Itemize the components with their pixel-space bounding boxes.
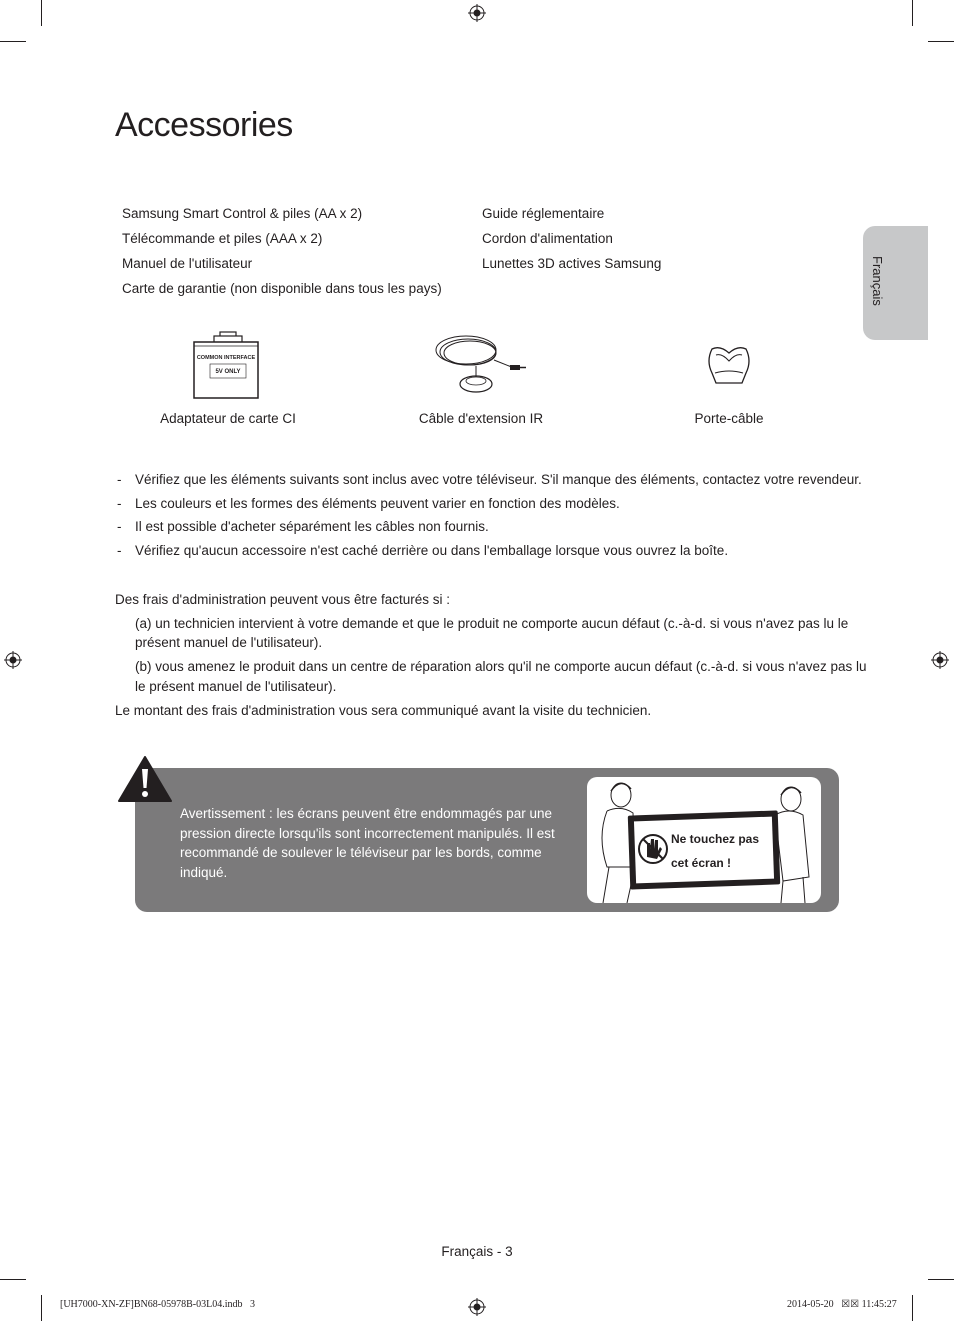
- notes-list: [115, 470, 862, 565]
- print-slug-right: 2014-05-20 ☒☒ 11:45:27: [787, 1299, 897, 1310]
- language-side-tab-label: Français: [870, 256, 885, 306]
- warning-text: [180, 804, 560, 882]
- crop-mark: [41, 0, 42, 26]
- fees-item-a-line2: présent manuel de l'utilisateur).: [135, 635, 323, 650]
- ci-adapter-label-2: 5V ONLY: [215, 369, 241, 375]
- cable-holder-icon: [704, 343, 754, 387]
- list-item: Cordon d'alimentation: [482, 231, 613, 246]
- crop-mark: [41, 1295, 42, 1321]
- list-item: Samsung Smart Control & piles (AA x 2): [122, 206, 363, 221]
- fees-item-b-line2: le présent manuel de l'utilisateur).: [135, 679, 337, 694]
- fees-item-a-line1: (a) un technicien intervient à votre demande et que le produit ne comporte aucun défaut (c.-à-d. si vous n'avez pas lu le: [135, 616, 849, 631]
- crop-mark: [0, 1279, 26, 1280]
- tv-handling-illustration: [587, 777, 821, 903]
- crop-mark: [912, 1295, 913, 1321]
- note-item: - Vérifiez que les éléments suivants sont inclus avec votre téléviseur. S'il manque des éléments, contactez votre revendeur.: [117, 472, 862, 487]
- print-slug-left: [UH7000-XN-ZF]BN68-05978B-03L04.indb 3: [60, 1299, 255, 1310]
- note-item: - Il est possible d'acheter séparément les câbles non fournis.: [117, 519, 489, 535]
- tv-screen-line1: Ne touchez pas: [671, 832, 760, 846]
- ci-adapter-label-1: COMMON INTERFACE: [196, 355, 256, 361]
- accessories-list-right: [482, 201, 661, 276]
- note-item: - Vérifiez qu'aucun accessoire n'est caché derrière ou dans l'emballage lorsque vous ouvrez la boîte.: [117, 543, 729, 559]
- list-item: Manuel de l'utilisateur: [122, 256, 253, 271]
- tv-screen-line2: cet écran !: [671, 856, 732, 870]
- registration-mark-icon: [931, 651, 949, 669]
- registration-mark-icon: [4, 651, 22, 669]
- crop-mark: [912, 0, 913, 26]
- ci-card-adapter-icon: [190, 330, 262, 402]
- ci-adapter-caption: Adaptateur de carte CI: [160, 411, 296, 426]
- crop-mark: [928, 1279, 954, 1280]
- people-holding-tv-icon: [587, 777, 821, 903]
- cable-holder-caption: Porte-câble: [694, 411, 764, 426]
- list-item: Guide réglementaire: [482, 206, 605, 221]
- note-item: - Les couleurs et les formes des éléments peuvent varier en fonction des modèles.: [117, 495, 620, 511]
- page-title: Accessories: [115, 106, 293, 144]
- warning-triangle-icon: [117, 755, 173, 803]
- ir-extension-cable-icon: [432, 330, 528, 400]
- crop-mark: [0, 41, 26, 42]
- list-item: Télécommande et piles (AAA x 2): [122, 231, 323, 246]
- crop-mark: [928, 41, 954, 42]
- registration-mark-icon: [468, 1298, 486, 1316]
- fees-outro: Le montant des frais d'administration vous sera communiqué avant la visite du technicien.: [115, 703, 652, 718]
- list-item: Lunettes 3D actives Samsung: [482, 256, 662, 271]
- warning-label: Avertissement: [180, 806, 266, 821]
- fees-intro: Des frais d'administration peuvent vous être facturés si :: [115, 592, 450, 607]
- warning-body: : les écrans peuvent être endommagés par une pression directe lorsqu'ils sont incorrectement manipulés. Il est recommandé de soulever le téléviseur par les bords, comme indiqué.: [180, 806, 555, 880]
- fees-item-b-line1: (b) vous amenez le produit dans un centre de réparation alors qu'il ne comporte aucun défaut (c.-à-d. si vous n'avez pas lu: [135, 659, 867, 674]
- ir-cable-caption: Câble d'extension IR: [418, 411, 544, 426]
- language-side-tab: [863, 226, 928, 340]
- registration-mark-icon: [468, 4, 486, 22]
- list-item: Carte de garantie (non disponible dans tous les pays): [122, 281, 442, 296]
- accessories-list-left: [122, 201, 442, 301]
- page-number: Français - 3: [441, 1244, 513, 1259]
